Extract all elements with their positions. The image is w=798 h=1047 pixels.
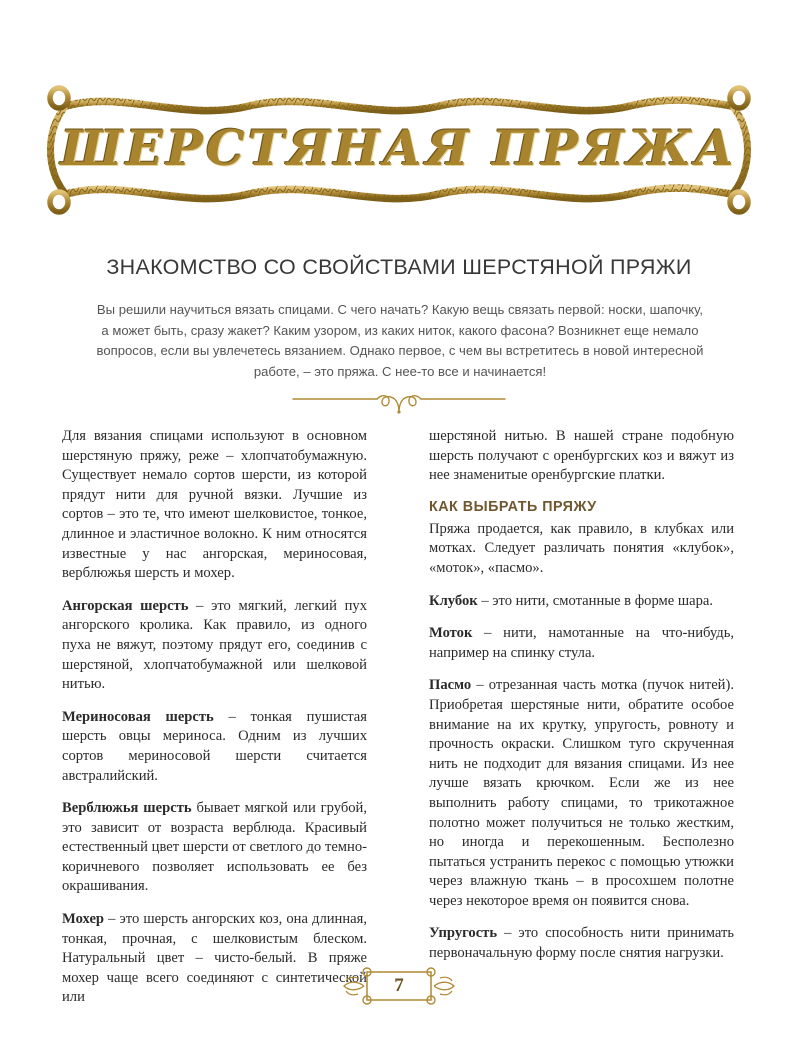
ornamental-divider bbox=[289, 386, 509, 416]
paragraph-text: Для вязания спицами используют в основном шерстяную пряжу, реже – хлопчатобумажную. Существует немало сортов шерсти, из которой прядут нити для ручной вязки. Лучшие из сортов – это те, что имеют шелковистое, тонкое, длинное и эластичное волокно. К ним относятся известные у нас ангорская, мериносовая, верблюжья шерсть и мохер. bbox=[62, 428, 367, 582]
page-number-frame bbox=[324, 962, 474, 1010]
paragraph bbox=[429, 520, 734, 579]
paragraph-lead: Ангорская шерсть bbox=[62, 597, 189, 614]
paragraph-lead: Упругость bbox=[429, 925, 498, 942]
intro-paragraph: Вы решили научиться вязать спицами. С чего начать? Какую вещь связать первой: носки, шапочку, а может быть, сразу жакет? Каким узором, из каких ниток, какого фасона? Возникнет еще немало вопросов, если вы увлечетесь вязанием. Однако первое, с чем вы встретитесь в новой интересной работе, – это пряжа. С нее-то все и начинается! bbox=[96, 302, 704, 379]
paragraph-text: – тонкая пушистая шерсть овцы мериноса. Одним из лучших сортов мериносовой шерсти считается австралийский. bbox=[62, 708, 367, 784]
right-column bbox=[429, 427, 734, 962]
paragraph-lead: Моток bbox=[429, 625, 473, 642]
title-banner bbox=[34, 82, 764, 218]
section-heading: ЗНАКОМСТВО СО СВОЙСТВАМИ ШЕРСТЯНОЙ ПРЯЖИ bbox=[106, 255, 692, 279]
paragraph bbox=[429, 676, 734, 911]
paragraph bbox=[62, 708, 367, 786]
paragraph bbox=[62, 427, 367, 584]
paragraph-lead: Мохер bbox=[62, 911, 105, 928]
paragraph bbox=[429, 592, 734, 612]
paragraph-lead: Клубок bbox=[429, 592, 478, 609]
paragraph bbox=[429, 624, 734, 663]
paragraph-text: – это шерсть ангорских коз, она длинная, тонкая, прочная, с шелковистым блеском. Натуральный цвет – чисто-белый. В пряже мохер чаще всего соединяют с синтетической или bbox=[62, 911, 367, 1006]
paragraph-text: – это мягкий, легкий пух ангорского кролика. Как правило, из одного пуха не вяжут, поэтому прядут его, соединив с шерстяной, хлопчатобумажной или шелковой нитью. bbox=[62, 597, 367, 693]
paragraph-text: бывает мягкой или грубой, это зависит от возраста верблюда. Красивый естественный цвет шерсти от светлого до темно-коричневого позволяет использовать ее без окрашивания. bbox=[62, 800, 368, 895]
paragraph-text: – это нити, смотанные в форме шара. bbox=[477, 592, 714, 609]
left-column bbox=[62, 427, 368, 1006]
swirl-ornament-icon bbox=[289, 386, 509, 416]
page-number: 7 bbox=[394, 975, 404, 996]
paragraph bbox=[429, 924, 734, 963]
body-columns bbox=[62, 427, 734, 1006]
paragraph-lead: Мериносовая шерсть bbox=[62, 708, 214, 725]
paragraph bbox=[62, 799, 367, 897]
page-title: ШЕРСТЯНАЯ ПРЯЖА bbox=[60, 119, 738, 177]
paragraph bbox=[62, 597, 367, 695]
page-footer bbox=[0, 962, 798, 1010]
paragraph-lead: Пасмо bbox=[429, 677, 472, 694]
paragraph-text: – это способность нити принимать первоначальную форму после снятия нагрузки. bbox=[429, 925, 734, 962]
sub-heading: КАК ВЫБРАТЬ ПРЯЖУ bbox=[429, 498, 597, 515]
paragraph-text: Пряжа продается, как правило, в клубках или мотках. Следует различать понятия «клубок», «моток», «пасмо». bbox=[429, 520, 734, 576]
paragraph-text: – отрезанная часть мотка (пучок нитей). Приобретая шерстяные нити, обратите особое внимание на их крутку, упругость, ровноту и прочность окраски. Слишком туго скрученная нить не подходит для вязания спицами. Из нее лучше вязать крючком. Если же из нее выполнить работу спицами, то трикотажное полотно может получиться не только жестким, но иногда и перекошенным. Бесполезно пытаться устранить перекос с помощью утюжки через влажную ткань – в просохшем полотне через некоторое время он появится снова. bbox=[429, 677, 734, 909]
paragraph-lead: Верблюжья шерсть bbox=[62, 800, 192, 817]
continuation-paragraph: шерстяной нитью. В нашей стране подобную шерсть получают с оренбургских коз и вяжут из нее знаменитые оренбургские платки. bbox=[429, 428, 734, 484]
paragraph-text: – нити, намотанные на что-нибудь, например на спинку стула. bbox=[429, 625, 734, 661]
